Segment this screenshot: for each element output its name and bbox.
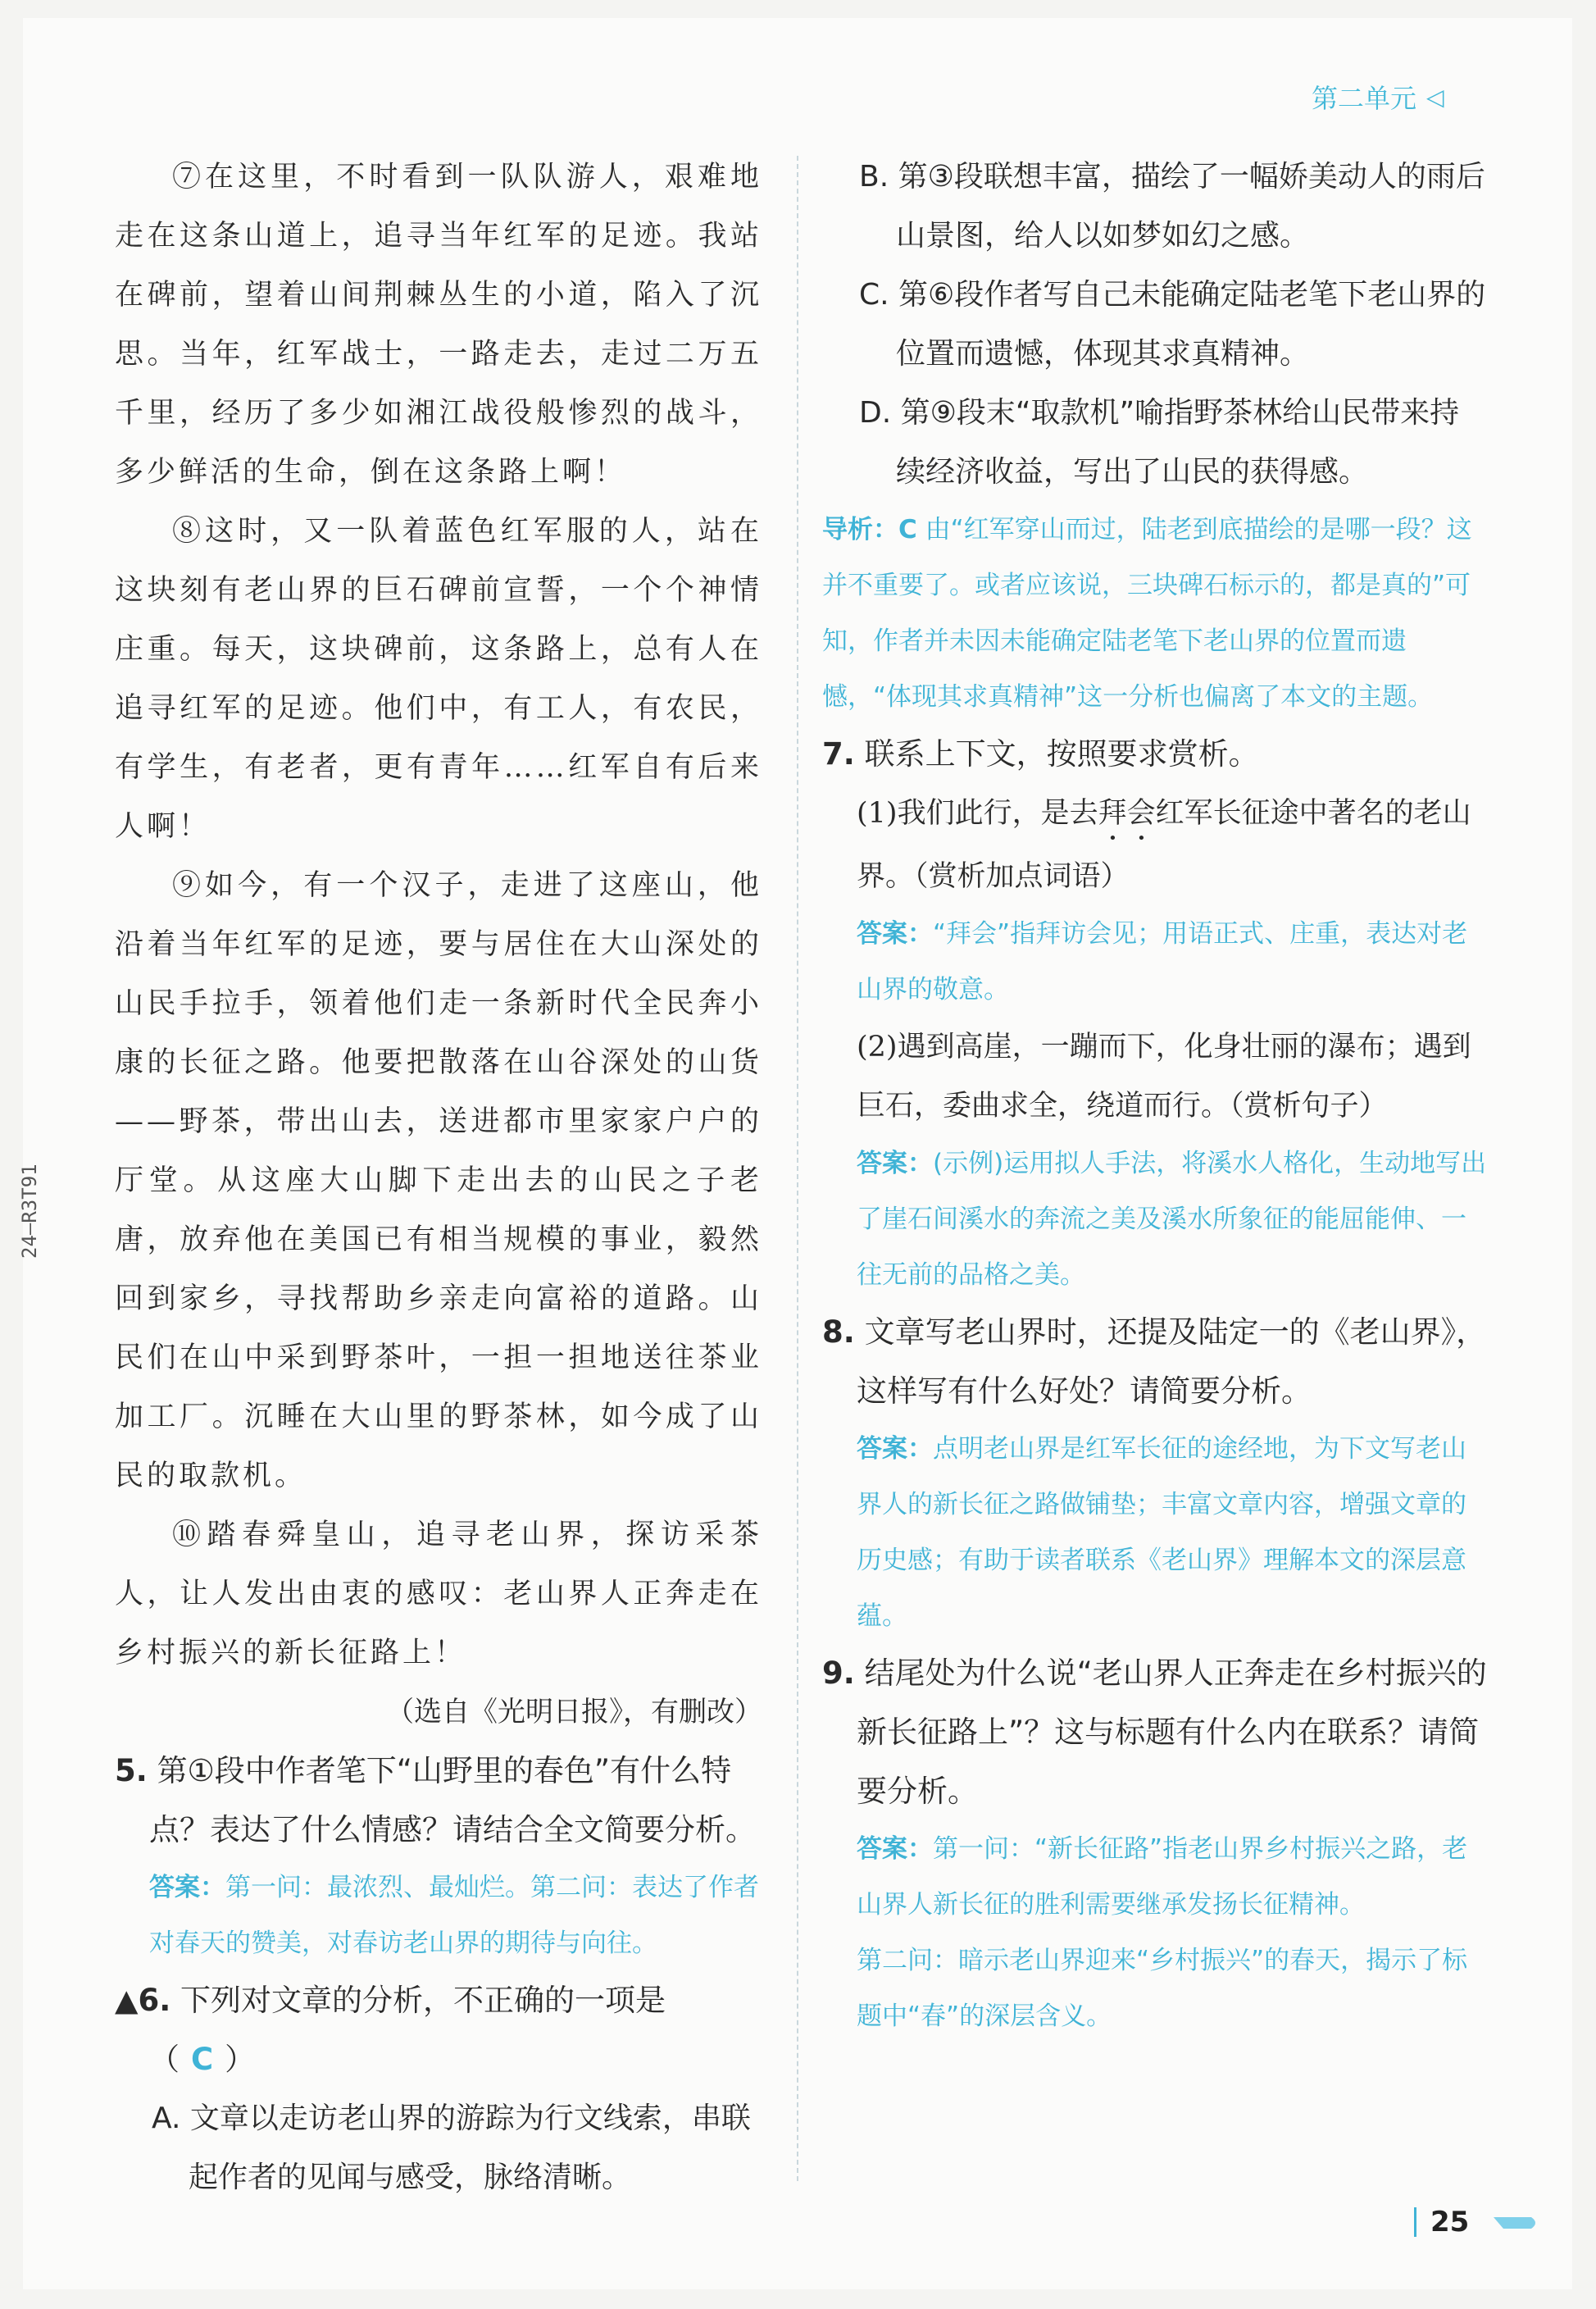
- question-7: [822, 725, 1488, 784]
- question-5-number: 5.: [115, 1753, 148, 1788]
- answer-text: 第一问：最浓烈、最灿烂。第二问：表达了作者对春天的赞美，对春访老山界的期待与向往。: [149, 1873, 759, 1958]
- unit-header: [1312, 78, 1492, 116]
- answer-label: 答案：: [857, 1834, 933, 1864]
- page-number: 25: [1430, 2206, 1470, 2238]
- column-divider: [797, 156, 798, 2181]
- paragraph-8: ⑧这时，又一队着蓝色红军服的人，站在这块刻有老山界的巨石碑前宣誓，一个个神情庄重。每天，这块碑前，这条路上，总有人在追寻红军的足迹。他们中，有工人，有农民，有学生，有老者，更有青年……红军自有后来人啊！: [115, 515, 762, 843]
- answer-label: 答案：: [857, 1434, 933, 1464]
- answer-text: 点明老山界是红军长征的途经地，为下文写老山界人的新长征之路做铺垫；丰富文章内容，增强文章的历史感；有助于读者联系《老山界》理解本文的深层意蕴。: [857, 1434, 1466, 1631]
- question-6: [115, 1971, 762, 2089]
- option-c: C. 第⑥段作者写自己未能确定陆老笔下老山界的位置而遗憾，体现其求真精神。: [859, 278, 1486, 371]
- option-b: B. 第③段联想丰富，描绘了一幅娇美动人的雨后山景图，给人以如梦如幻之感。: [859, 160, 1485, 253]
- question-8-number: 8.: [822, 1314, 855, 1350]
- answer-text: (示例)运用拟人手法，将溪水人格化，生动地写出了崖石间溪水的奔流之美及溪水所象征的能屈能伸、一往无前的品格之美。: [857, 1149, 1487, 1290]
- unit-title: 第二单元: [1312, 83, 1417, 114]
- question-7-sub-1: [822, 784, 1488, 906]
- question-7-text: 联系上下文，按照要求赏析。: [864, 736, 1259, 772]
- answer-text: “拜会”指拜访会见；用语正式、庄重，表达对老山界的敬意。: [857, 919, 1468, 1004]
- answer-label: 答案：: [149, 1873, 225, 1902]
- answer-label: 答案：: [857, 1149, 933, 1178]
- analysis-label: 导析：C: [822, 515, 917, 544]
- question-7-number: 7.: [822, 736, 855, 772]
- question-6-choice: C: [191, 2042, 214, 2077]
- question-7-sub-2: (2)遇到高崖，一蹦而下，化身壮丽的瀑布；遇到巨石，委曲求全，绕道而行。（赏析句子）: [857, 1031, 1471, 1123]
- triangle-left-icon: ◁: [1426, 83, 1444, 111]
- question-6-analysis: [822, 502, 1488, 725]
- question-6-text: 下列对文章的分析，不正确的一项是（: [149, 1983, 666, 2077]
- paragraph-9: ⑨如今，有一个汉子，走进了这座山，他沿着当年红军的足迹，要与居住在大山深处的山民手拉手，领着他们走一条新时代全民奔小康的长征之路。他要把散落在山谷深处的山货——野茶，带出山去，送进都市里家家户户的厅堂。从这座大山脚下走出去的山民之子老唐，放弃他在美国已有相当规模的事业，毅然回到家乡，寻找帮助乡亲走向富裕的道路。山民们在山中采到野茶叶，一担一担地送往茶业加工厂。沉睡在大山里的野茶林，如今成了山民的取款机。: [115, 869, 762, 1492]
- sub1-emphasis: 拜会: [1098, 797, 1156, 830]
- analysis-text: 由“红军穿山而过，陆老到底描绘的是哪一段？这并不重要了。或者应该说，三块碑石标示的，都是真的”可知，作者并未因未能确定陆老笔下老山界的位置而遗憾，“体现其求真精神”这一分析也偏离了本文的主题。: [822, 515, 1472, 712]
- answer-label: 答案：: [857, 919, 933, 949]
- page-number-bar: [1414, 2207, 1416, 2237]
- paragraph-7: ⑦在这里，不时看到一队队游人，艰难地走在这条山道上，追寻当年红军的足迹。我站在碑前，望着山间荆棘丛生的小道，陷入了沉思。当年，红军战士，一路走去，走过二万五千里，经历了多少如湘江战役般惨烈的战斗，多少鲜活的生命，倒在这条路上啊！: [115, 161, 762, 489]
- right-column: [822, 148, 1488, 2044]
- source-note: （选自《光明日报》，有删改）: [386, 1696, 762, 1728]
- question-9: [822, 1644, 1488, 1821]
- question-7-answer-2: [822, 1136, 1488, 1303]
- question-5: [115, 1742, 762, 1860]
- question-5-text: 第①段中作者笔下“山野里的春色”有什么特点？表达了什么情感？请结合全文简要分析。: [149, 1753, 756, 1847]
- question-6-text-end: ）: [225, 2042, 256, 2077]
- paragraph-10: ⑩踏春舜皇山，追寻老山界，探访采茶人，让人发出由衷的感叹：老山界人正奔走在乡村振兴的新长征路上！: [115, 1519, 762, 1669]
- question-9-answer-1: [822, 1821, 1488, 1933]
- option-d: D. 第⑨段末“取款机”喻指野茶林给山民带来持续经济收益，写出了山民的获得感。: [859, 396, 1460, 489]
- question-7-answer-1: [822, 906, 1488, 1018]
- sub1-post: 红军长征途中著名的老山界。（赏析加点词语）: [857, 797, 1471, 893]
- side-code: 24—R3T91: [18, 1164, 41, 1259]
- question-8-text: 文章写老山界时，还提及陆定一的《老山界》，这样写有什么好处？请简要分析。: [857, 1314, 1487, 1409]
- option-a: A. 文章以走访老山界的游踪为行文线索，串联起作者的见闻与感受，脉络清晰。: [152, 2102, 751, 2194]
- question-9-text: 结尾处为什么说“老山界人正奔走在乡村振兴的新长征路上”？这与标题有什么内在联系？请简要分析。: [857, 1655, 1487, 1809]
- question-5-answer: [115, 1860, 762, 1971]
- question-8: [822, 1303, 1488, 1421]
- question-9-number: 9.: [822, 1655, 855, 1691]
- question-9-answer-2: 第二问：暗示老山界迎来“乡村振兴”的春天，揭示了标题中“春”的深层含义。: [857, 1946, 1468, 2031]
- sub1-pre: (1)我们此行，是去: [857, 797, 1098, 830]
- question-6-number: ▲6.: [115, 1983, 171, 2018]
- question-8-answer: [822, 1421, 1488, 1644]
- left-column: [115, 148, 762, 2207]
- answer-text: 第一问：“新长征路”指老山界乡村振兴之路，老山界人新长征的胜利需要继承发扬长征精神。: [857, 1834, 1468, 1920]
- page-corner-decoration: [1492, 2214, 1541, 2232]
